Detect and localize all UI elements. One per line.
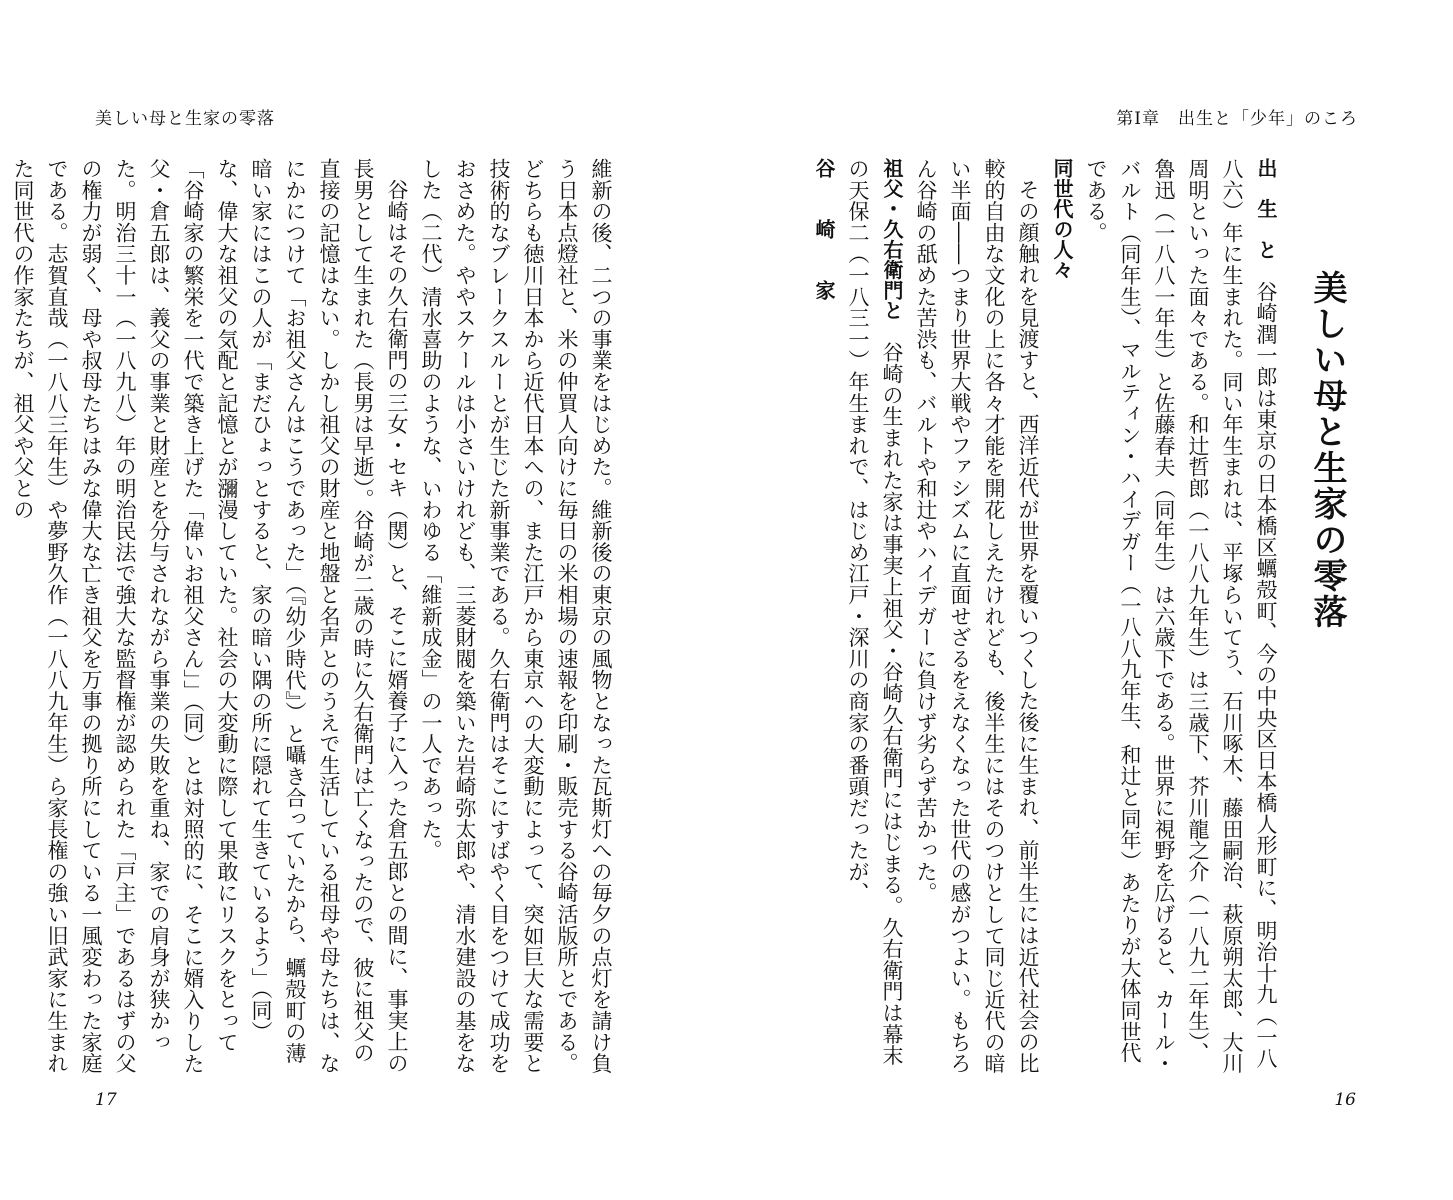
running-head-left: 美しい母と生家の零落 <box>95 109 275 129</box>
section-heading-line: 同世代の人々 <box>1050 158 1074 280</box>
page-number-right: 16 <box>1334 1090 1356 1110</box>
right-page <box>727 0 1453 1200</box>
section-heading-secondary <box>807 158 841 1078</box>
section-body-lead: 谷崎潤一郎は東京の日本橋区蠣殻町、今の中央区日本橋人形町に、明治十九（一八八六）年に生まれた。同い年生まれは、平塚らいてう、石川啄木、藤田嗣治、萩原朔太郎、大川周明といった面々である。和辻哲郎（一八八九年生）は三歳下、芥川龍之介（一八九二年生）、魯迅（一八八一年生）と佐藤春夫（同年生）は六歳下である。世界に視野を広げると、カール・バルト（同年生）、マルティン・ハイデガー（一八八九年生、和辻と同年）あたりが大体同世代である。 <box>1084 158 1278 1074</box>
left-page-body <box>11 158 618 1078</box>
chapter-title: 美しい母と生家の零落 <box>1307 270 1347 630</box>
section-heading-line: 出 生 と <box>1254 158 1278 260</box>
paragraph: 谷崎はその久右衛門の三女・セキ（関）と、そこに婿養子に入った倉五郎との間に、事実上の長男として生まれた（長男は早逝）。谷崎が二歳の時に久右衛門は亡くなったので、彼に祖父の直接の記憶はない。しかし祖父の財産と地盤と名声とのうえで生活している祖母や母たちは、なにかにつけて「お祖父さんはこうであった」（『幼少時代』）と囁き合っていたから、蠣殻町の薄暗い家にはこの人が「まだひょっとすると、家の暗い隅の所に隠れて生きているよう」（同）な、偉大な祖父の気配と記憶とが瀰漫していた。社会の大変動に際して果敢にリスクをとって「谷崎家の繁栄を一代で築き上げた「偉いお祖父さん」」（同）とは対照的に、そこに婿入りした父・倉五郎は、義父の事業と財産とを分与されながら事業の失敗を重ね、家での肩身が狭かった。明治三十一（一八九八）年の明治民法で強大な監督権が認められた「戸主」であるはずの父の権力が弱く、母や叔母たちはみな偉大な亡き祖父を万事の拠り所にしている一風変わった家庭である。志賀直哉（一八八三年生）や夢野久作（一八八九年生）ら家長権の強い旧武家に生まれた同世代の作家たちが、祖父や父との <box>11 158 409 1075</box>
page-number-left: 17 <box>95 1090 117 1110</box>
paragraph: 維新の後、二つの事業をはじめた。維新後の東京の風物となった瓦斯灯への毎夕の点灯を請け負う日本点燈社と、米の仲買人向けに毎日の米相場の速報を印刷・販売する谷崎活版所とである。どちらも徳川日本から近代日本への、また江戸から東京への大変動によって、突如巨大な需要と技術的なブレークスルーとが生じた新事業である。久右衛門はそこにすばやく目をつけて成功をおさめた。ややスケールは小さいけれども、三菱財閥を築いた岩崎弥太郎や、清水建設の基をなした（二代）清水喜助のような、いわゆる「維新成金」の一人であった。 <box>419 158 613 1074</box>
section-heading <box>841 158 909 1078</box>
left-page <box>0 0 726 1200</box>
section-body-lead: 谷崎の生まれた家は事実上祖父・谷崎久右衛門にはじまる。久右衛門は幕末の天保二（一八三一）年生まれで、はじめ江戸・深川の商家の番頭だったが、 <box>846 158 904 1066</box>
section-heading <box>1079 158 1283 1078</box>
running-head-right: 第Ⅰ章 出生と「少年」のころ <box>1116 109 1358 129</box>
section-heading-secondary <box>1045 158 1079 1078</box>
paragraph: その顔触れを見渡すと、西洋近代が世界を覆いつくした後に生まれ、前半生には近代社会の比較的自由な文化の上に各々才能を開花しえたけれども、後半生にはそのつけとして同じ近代の暗い半面――つまり世界大戦やファシズムに直面せざるをえなくなった世代の感がつよい。もちろん谷崎の舐めた苦渋も、バルトや和辻やハイデガーに負けず劣らず苦かった。 <box>914 158 1040 1074</box>
section-heading-line: 祖父・久右衛門と <box>880 158 904 321</box>
section-heading-line: 谷 崎 家 <box>812 158 836 301</box>
right-page-body <box>727 158 1357 1078</box>
